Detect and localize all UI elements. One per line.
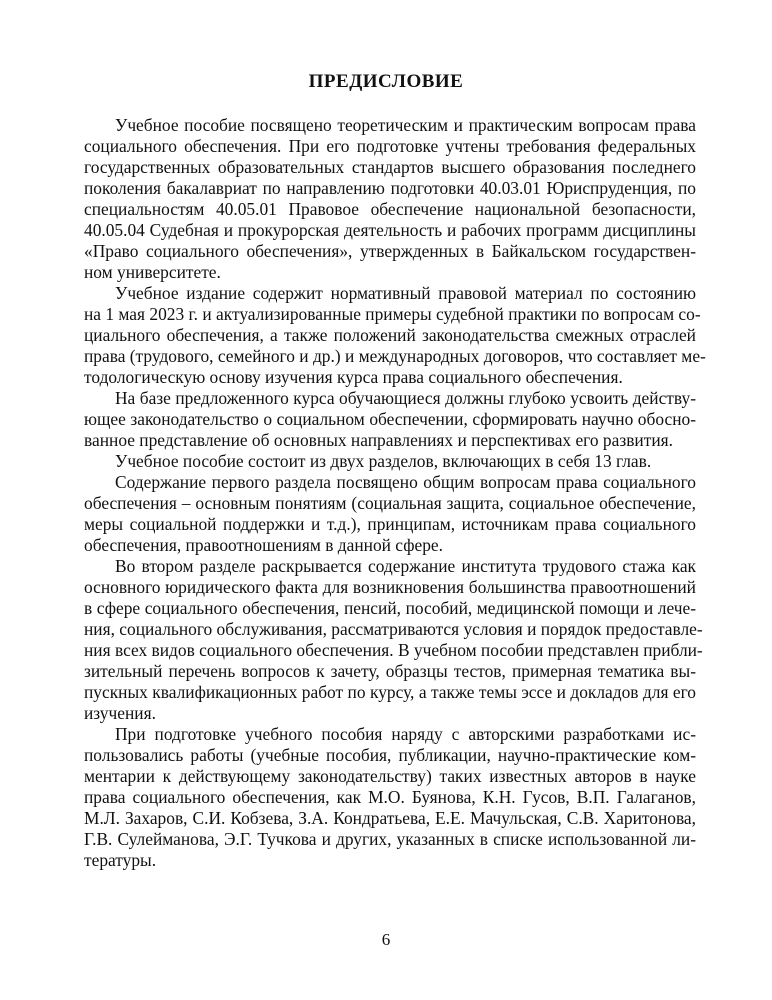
text-line: пускных квалификационных работ по курсу, а также темы эссе и докладов для его bbox=[84, 682, 696, 702]
text-line: права социального обеспечения, как М.О. Буянова, К.Н. Гусов, В.П. Галаганов, bbox=[84, 787, 696, 807]
text-line: 40.05.04 Судебная и прокурорская деятельность и рабочих программ дисциплины bbox=[84, 220, 696, 240]
text-line: пользовались работы (учебные пособия, публикации, научно-практические ком- bbox=[84, 745, 696, 765]
text-line: Учебное издание содержит нормативный правовой материал по состоянию bbox=[115, 283, 696, 303]
text-line: изучения. bbox=[84, 703, 156, 723]
text-line: ния всех видов социального обеспечения. В учебном пособии представлен прибли- bbox=[84, 640, 703, 660]
text-line: ментарии к действующему законодательству) таких известных авторов в науке bbox=[84, 766, 696, 786]
text-line: обеспечения – основным понятиям (социальная защита, социальное обеспечение, bbox=[84, 493, 696, 513]
text-line: социального обеспечения. При его подготовке учтены требования федеральных bbox=[84, 136, 696, 156]
text-line: права (трудового, семейного и др.) и международных договоров, что составляет ме- bbox=[84, 346, 706, 366]
text-line: обеспечения, правоотношениям в данной сфере. bbox=[84, 535, 443, 555]
text-line: циального обеспечения, а также положений законодательства смежных отраслей bbox=[84, 325, 696, 345]
text-line: государственных образовательных стандартов высшего образования последнего bbox=[84, 157, 696, 177]
text-line: меры социальной поддержки и т.д.), принципам, источникам права социального bbox=[84, 514, 696, 534]
text-line: тодологическую основу изучения курса права социального обеспечения. bbox=[84, 367, 623, 387]
text-line: основного юридического факта для возникновения большинства правоотношений bbox=[84, 577, 696, 597]
text-line: специальностям 40.05.01 Правовое обеспечение национальной безопасности, bbox=[84, 199, 696, 219]
text-line: поколения бакалавриат по направлению подготовки 40.03.01 Юриспруденция, по bbox=[84, 178, 696, 198]
page-title: ПРЕДИСЛОВИЕ bbox=[308, 71, 464, 92]
text-line: М.Л. Захаров, С.И. Кобзева, З.А. Кондратьева, Е.Е. Мачульская, С.В. Харитонова, bbox=[84, 808, 696, 828]
text-line: тературы. bbox=[84, 850, 157, 870]
text-line: На базе предложенного курса обучающиеся должны глубоко усвоить действу- bbox=[115, 388, 696, 408]
text-line: зительный перечень вопросов к зачету, образцы тестов, примерная тематика вы- bbox=[84, 661, 696, 681]
page-number: 6 bbox=[381, 930, 391, 949]
text-line: в сфере социального обеспечения, пенсий, пособий, медицинской помощи и лече- bbox=[84, 598, 696, 618]
text-line: Во втором разделе раскрывается содержание института трудового стажа как bbox=[115, 556, 696, 576]
text-line: на 1 мая 2023 г. и актуализированные примеры судебной практики по вопросам со- bbox=[84, 304, 701, 324]
text-line: Г.В. Сулейманова, Э.Г. Тучкова и других, указанных в списке использованной ли- bbox=[84, 829, 696, 849]
text-line: ванное представление об основных направлениях и перспективах его развития. bbox=[84, 430, 673, 450]
text-line: Содержание первого раздела посвящено общим вопросам права социального bbox=[115, 472, 696, 492]
text-line: ния, социального обслуживания, рассматриваются условия и порядок предоставле- bbox=[84, 619, 703, 639]
text-line: Учебное пособие посвящено теоретическим и практическим вопросам права bbox=[115, 115, 696, 135]
text-line: «Право социального обеспечения», утвержденных в Байкальском государствен- bbox=[84, 241, 696, 261]
text-line: ющее законодательство о социальном обеспечении, сформировать научно обосно- bbox=[84, 409, 696, 429]
text-line: При подготовке учебного пособия наряду с авторскими разработками ис- bbox=[115, 724, 696, 744]
text-line: ном университете. bbox=[84, 262, 221, 282]
text-line: Учебное пособие состоит из двух разделов, включающих в себя 13 глав. bbox=[115, 451, 652, 471]
